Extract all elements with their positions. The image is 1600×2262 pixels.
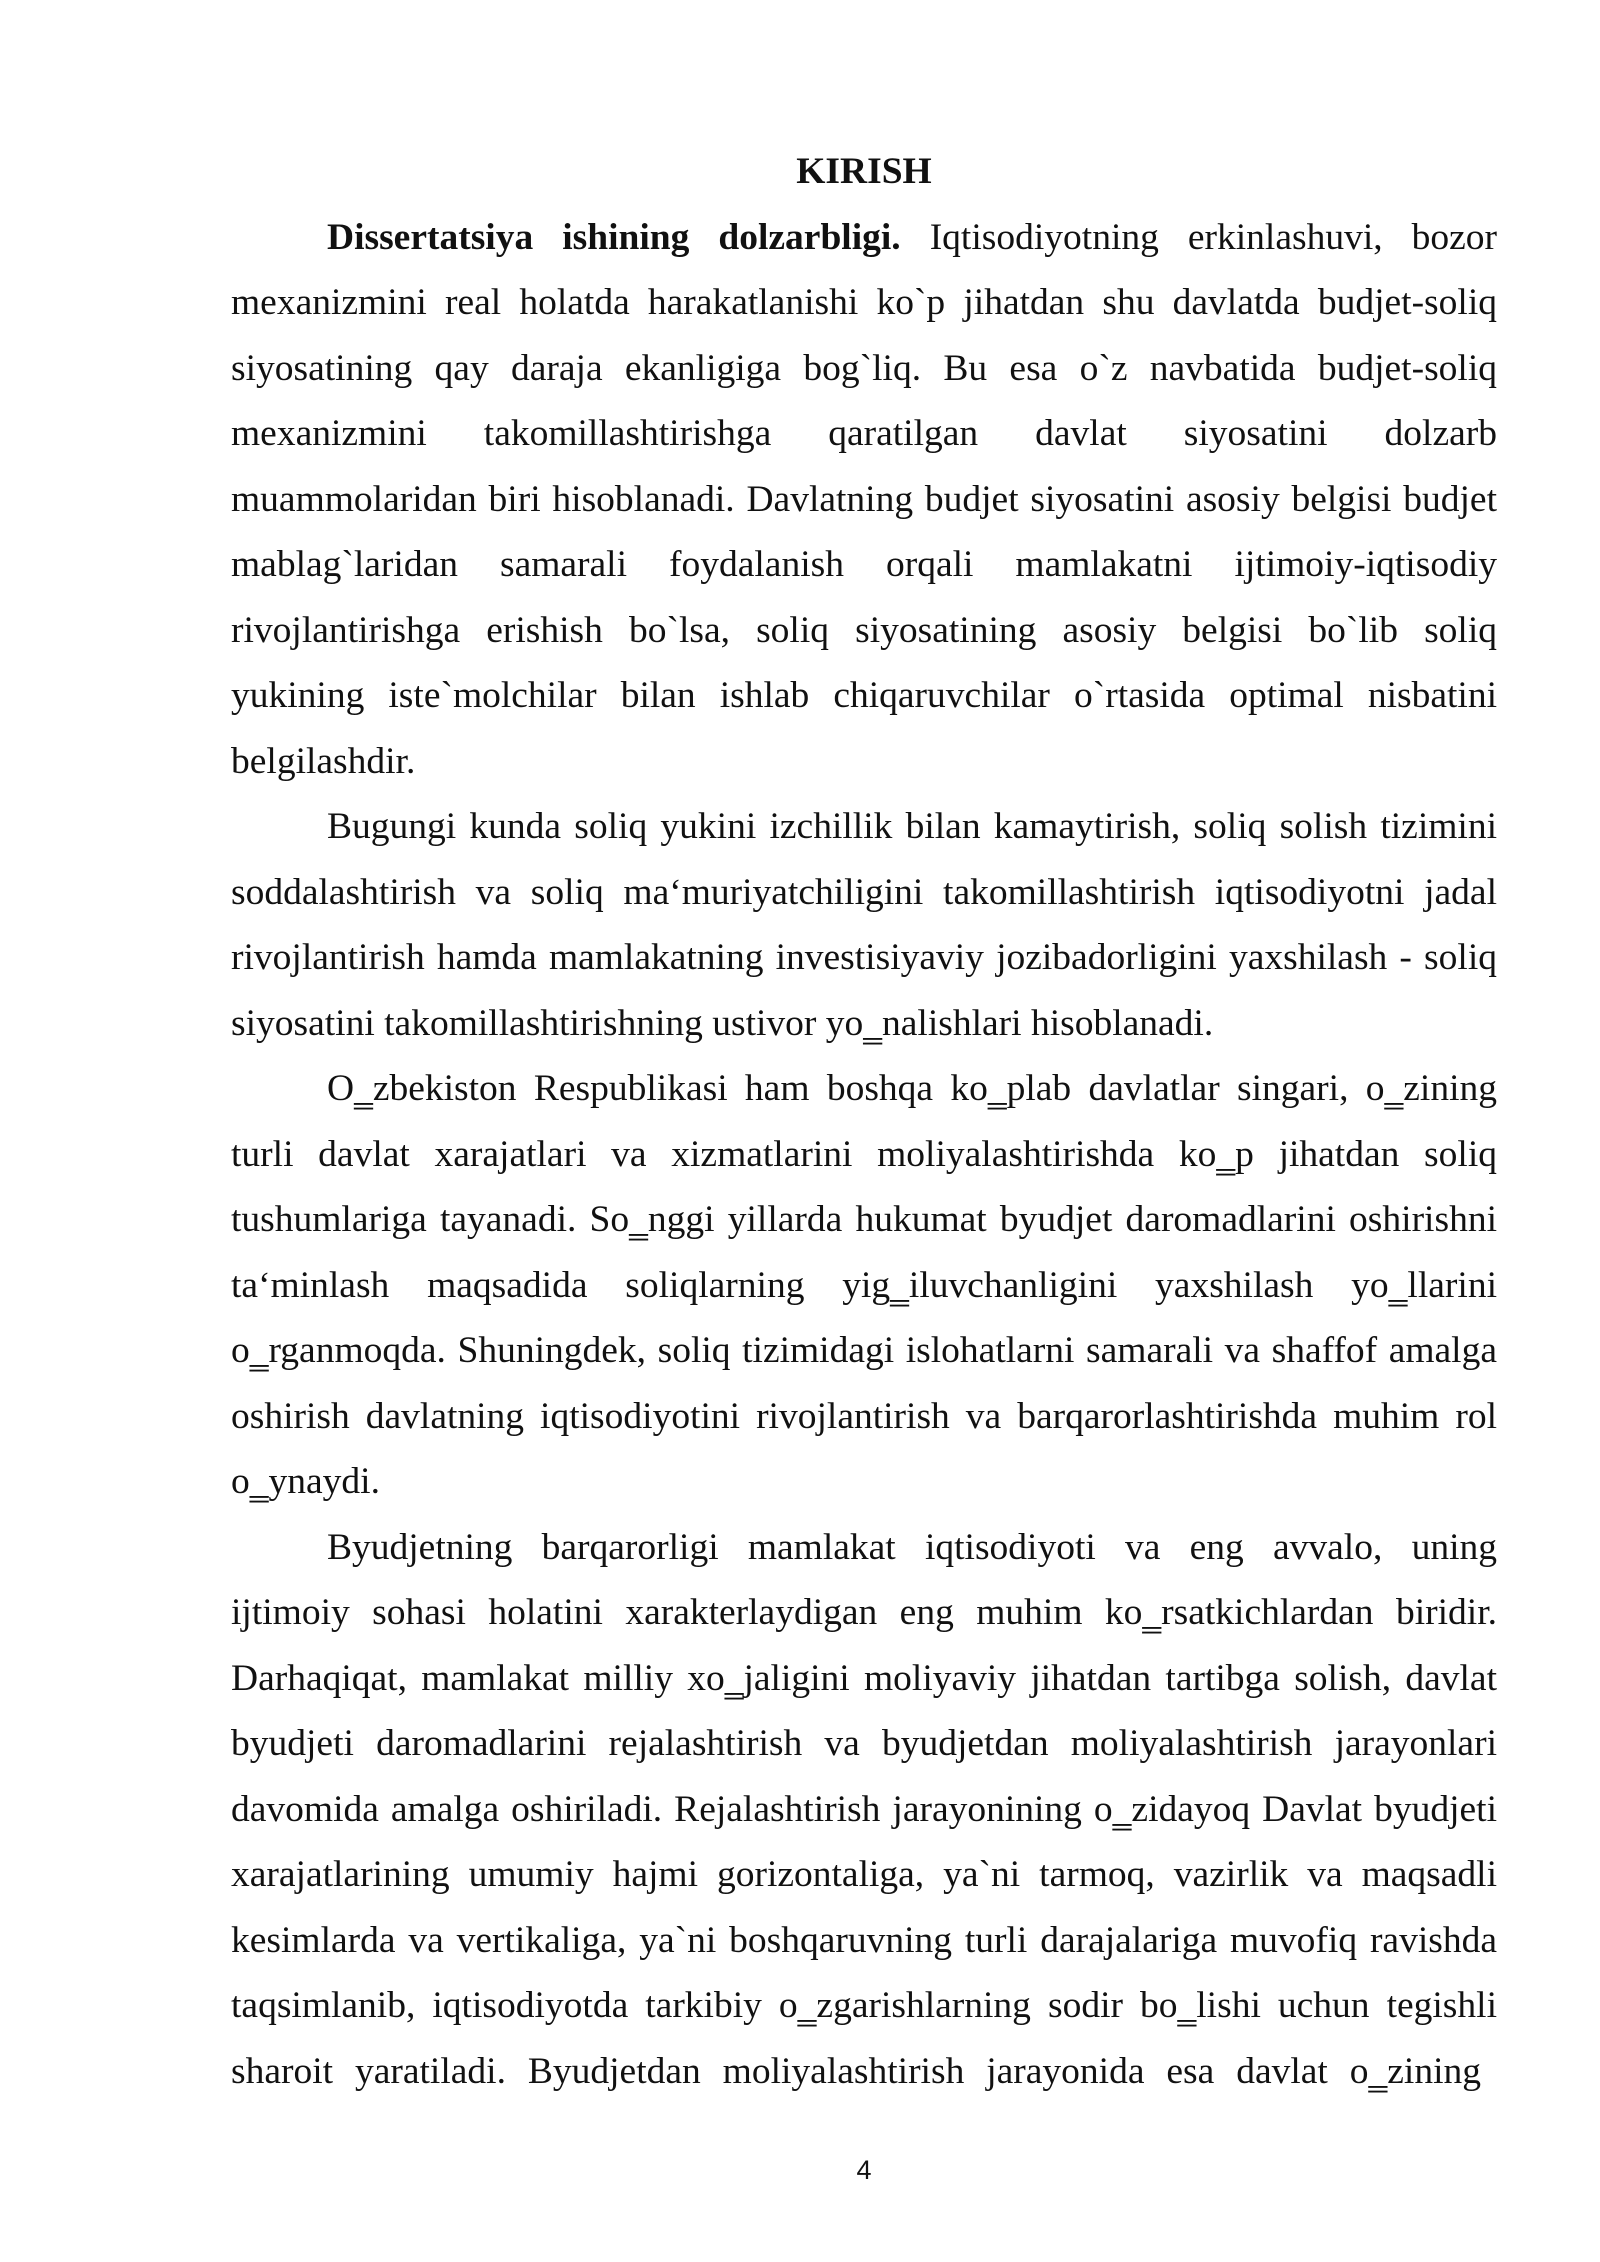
- text-line: siyosatini takomillashtirishning ustivor yo‗nalishlari hisoblanadi.: [231, 1002, 1214, 1044]
- text-line: yukining iste`molchilar bilan ishlab chiqaruvchilar o`rtasida optimal nisbatini: [231, 675, 1497, 716]
- paragraph-budget-stability: [231, 1515, 1497, 2105]
- text-line: o‗ynaydi.: [231, 1461, 380, 1502]
- text-line: rivojlantirishga erishish bo`lsa, soliq siyosatining asosiy belgisi bo`lib soliq: [231, 609, 1497, 651]
- text-line: xarajatlarining umumiy hajmi gorizontaliga, ya`ni tarmoq, vazirlik va maqsadli: [231, 1854, 1497, 1895]
- text-line: oshirish davlatning iqtisodiyotini rivojlantirish va barqarorlashtirishda muhim rol: [231, 1395, 1497, 1437]
- text-line: davomida amalga oshiriladi. Rejalashtirish jarayonining o‗zidayoq Davlat byudjeti: [231, 1788, 1497, 1830]
- text-line: soddalashtirish va soliq ma‘muriyatchiligini takomillashtirish iqtisodiyotni jadal: [231, 871, 1497, 913]
- page-body: [231, 139, 1497, 2104]
- paragraph-uzbekistan-revenue: [231, 1056, 1497, 1515]
- text-line: o‗rganmoqda. Shuningdek, soliq tizimidagi islohatlarni samarali va shaffof amalga: [231, 1330, 1497, 1371]
- paragraph-relevance: [231, 205, 1497, 795]
- text-line: turli davlat xarajatlari va xizmatlarini moliyalashtirishda ko‗p jihatdan soliq: [231, 1133, 1497, 1175]
- text-line: tushumlariga tayanadi. So‗nggi yillarda hukumat byudjet daromadlarini oshirishni: [231, 1199, 1497, 1240]
- text-line: Byudjetning barqarorligi mamlakat iqtisodiyoti va eng avvalo, uning: [327, 1526, 1497, 1568]
- paragraph-tax-policy: [231, 794, 1497, 1056]
- page-number: 4: [856, 2155, 872, 2185]
- text-line: belgilashdir.: [231, 740, 416, 782]
- page-title: KIRISH: [796, 151, 932, 192]
- text-line: ta‘minlash maqsadida soliqlarning yig‗iluvchanligini yaxshilash yo‗llarini: [231, 1264, 1497, 1306]
- text-line: mablag`laridan samarali foydalanish orqali mamlakatni ijtimoiy-iqtisodiy: [231, 544, 1497, 585]
- text-line: Bugungi kunda soliq yukini izchillik bilan kamaytirish, soliq solish tizimini: [327, 806, 1497, 847]
- text-line: muammolaridan biri hisoblanadi. Davlatning budjet siyosatini asosiy belgisi budjet: [231, 478, 1497, 520]
- text-line: siyosatining qay daraja ekanligiga bog`liq. Bu esa o`z navbatida budjet-soliq: [231, 347, 1497, 389]
- text-line-rest: Iqtisodiyotning erkinlashuvi, bozor: [929, 216, 1497, 258]
- text-line: taqsimlanib, iqtisodiyotda tarkibiy o‗zgarishlarning sodir bo‗lishi uchun tegishli: [231, 1985, 1497, 2026]
- text-line: O‗zbekiston Respublikasi ham boshqa ko‗plab davlatlar singari, o‗zining: [327, 1068, 1497, 1109]
- text-line: sharoit yaratiladi. Byudjetdan moliyalashtirish jarayonida esa davlat o‗zining: [231, 2050, 1481, 2092]
- text-line: mexanizmini real holatda harakatlanishi ko`p jihatdan shu davlatda budjet-soliq: [231, 282, 1497, 323]
- text-line: rivojlantirish hamda mamlakatning investisiyaviy jozibadorligini yaxshilash - soliq: [231, 937, 1497, 978]
- text-line: ijtimoiy sohasi holatini xarakterlaydigan eng muhim ko‗rsatkichlardan biridir.: [231, 1592, 1497, 1633]
- text-line: [231, 205, 1497, 271]
- text-line: kesimlarda va vertikaliga, ya`ni boshqaruvning turli darajalariga muvofiq ravishda: [231, 1919, 1497, 1961]
- text-line: byudjeti daromadlarini rejalashtirish va byudjetdan moliyalashtirish jarayonlari: [231, 1723, 1497, 1764]
- paragraph-lead: Dissertatsiya ishining dolzarbligi.: [327, 216, 901, 258]
- text-line: Darhaqiqat, mamlakat milliy xo‗jaligini moliyaviy jihatdan tartibga solish, davlat: [231, 1657, 1497, 1699]
- text-line: mexanizmini takomillashtirishga qaratilgan davlat siyosatini dolzarb: [231, 413, 1497, 454]
